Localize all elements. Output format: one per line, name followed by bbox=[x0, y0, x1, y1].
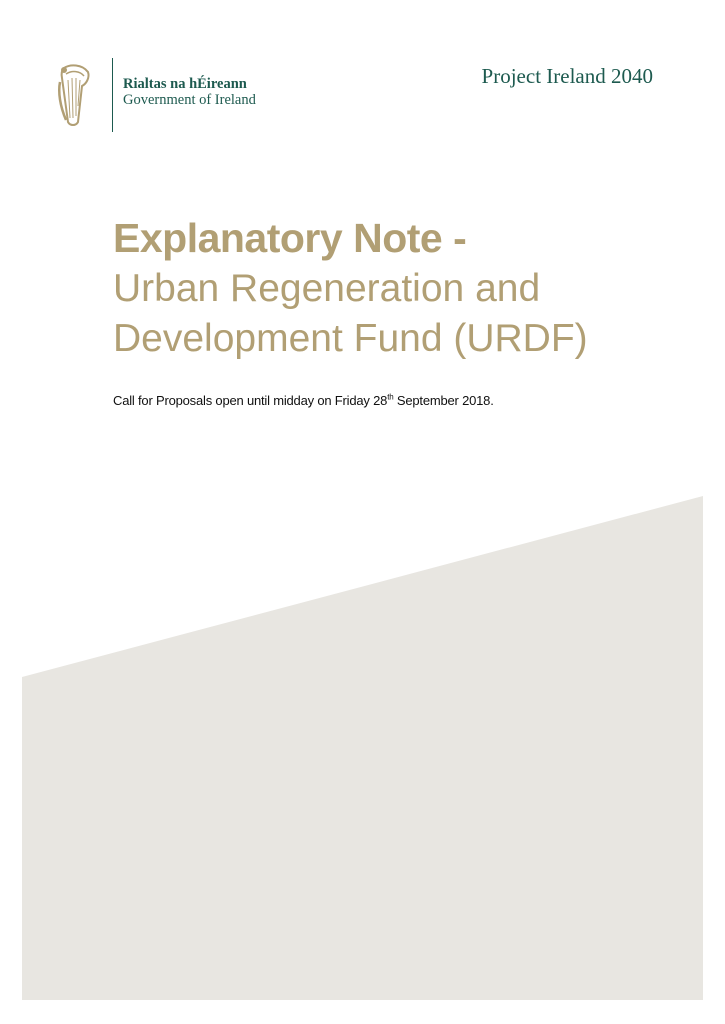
call-superscript: th bbox=[387, 392, 394, 402]
government-logo-text bbox=[123, 76, 256, 108]
harp-icon bbox=[56, 62, 94, 128]
page-header bbox=[0, 0, 725, 160]
title-sub-line-1: Urban Regeneration and bbox=[113, 267, 541, 310]
call-prefix: Call for Proposals open until midday on Friday 28 bbox=[113, 393, 388, 408]
logo-divider bbox=[112, 58, 113, 132]
gov-name-english: Government of Ireland bbox=[123, 92, 256, 108]
call-for-proposals bbox=[113, 393, 494, 408]
title-main: Explanatory Note - bbox=[113, 215, 467, 261]
call-suffix: September 2018. bbox=[393, 393, 494, 408]
project-ireland-title: Project Ireland 2040 bbox=[481, 64, 653, 88]
gov-name-irish: Rialtas na hÉireann bbox=[123, 76, 247, 92]
document-title bbox=[113, 212, 673, 364]
title-sub-line-2: Development Fund (URDF) bbox=[113, 317, 588, 360]
